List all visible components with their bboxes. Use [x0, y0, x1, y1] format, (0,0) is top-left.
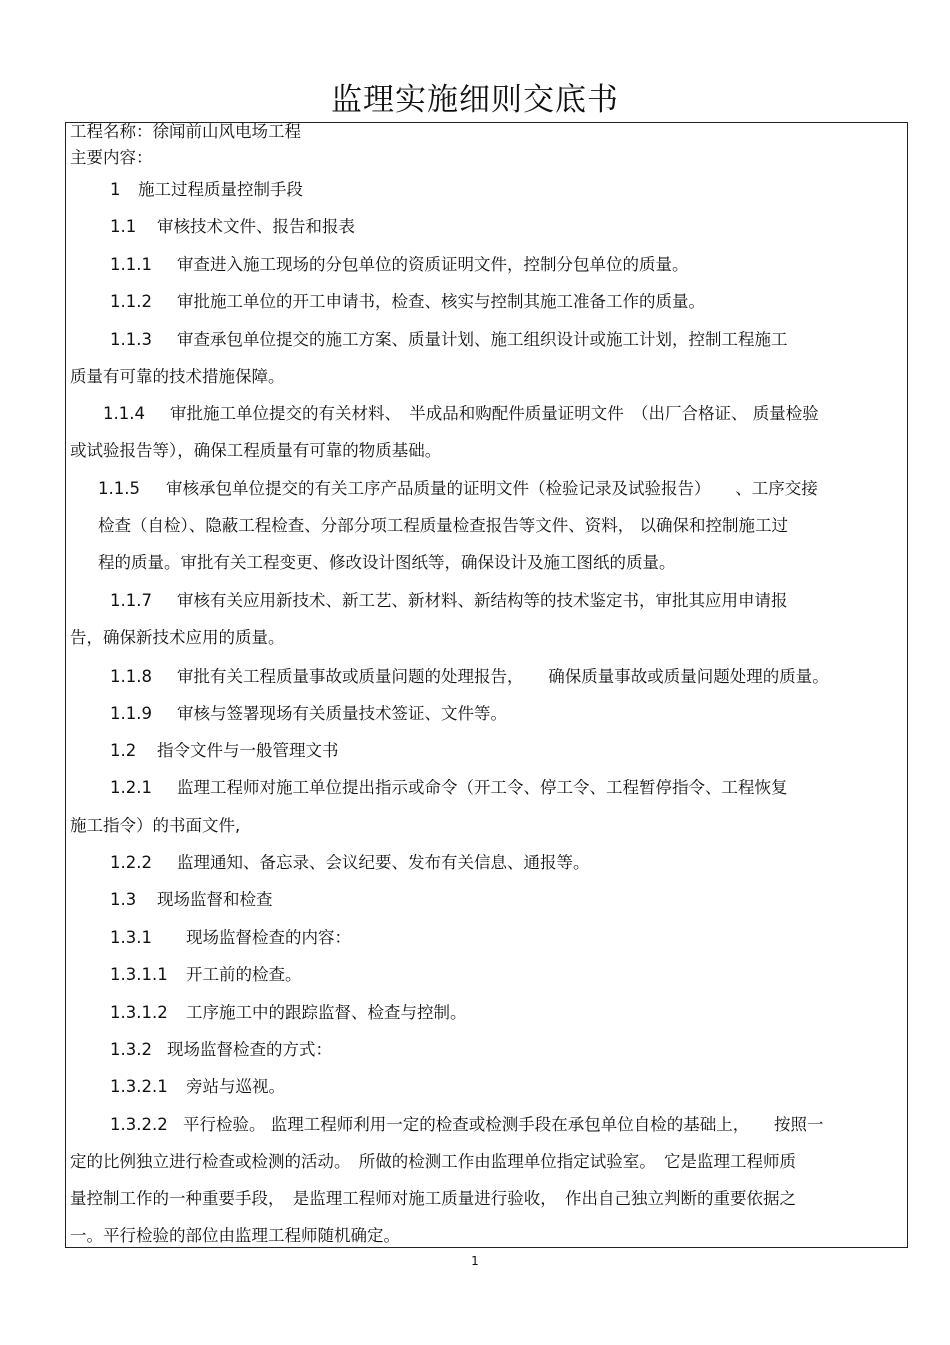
section-1-1-3-cont: 质量有可靠的技术措施保障。 — [70, 367, 285, 386]
section-1-2: 1.2 指令文件与一般管理文书 — [110, 741, 339, 760]
section-1-1-5-cont1: 检查（自检）、隐蔽工程检查、分部分项工程质量检查报告等文件、资料， 以确保和控制施工过 — [98, 516, 788, 535]
section-1-1: 1.1 审核技术文件、报告和报表 — [110, 217, 355, 236]
section-1-1-8: 1.1.8 审批有关工程质量事故或质量问题的处理报告， 确保质量事故或质量问题处理的质量。 — [110, 667, 829, 686]
section-1-3: 1.3 现场监督和检查 — [110, 890, 273, 909]
section-1-3-2-2-cont3: 一。平行检验的部位由监理工程师随机确定。 — [70, 1226, 400, 1245]
section-1-1-7-cont: 告，确保新技术应用的质量。 — [70, 628, 285, 647]
page-number: 1 — [471, 1254, 479, 1268]
content-label: 主要内容： — [70, 148, 153, 167]
section-1: 1 施工过程质量控制手段 — [110, 180, 303, 199]
section-1-1-4: 1.1.4 审批施工单位提交的有关材料、 半成品和购配件质量证明文件 （出厂合格证、 质量检验 — [103, 404, 819, 423]
project-name: 工程名称：徐闻前山风电场工程 — [70, 122, 301, 141]
section-1-1-4-cont: 或试验报告等），确保工程质量有可靠的物质基础。 — [70, 441, 442, 460]
section-1-3-2-2: 1.3.2.2 平行检验。 监理工程师利用一定的检查或检测手段在承包单位自检的基础上， 按照一 — [110, 1115, 824, 1134]
section-1-1-1: 1.1.1 审查进入施工现场的分包单位的资质证明文件，控制分包单位的质量。 — [110, 255, 689, 274]
section-1-3-2-2-cont1: 定的比例独立进行检查或检测的活动。 所做的检测工作由监理单位指定试验室。 它是监理工程师质 — [70, 1152, 796, 1171]
document-title: 监理实施细则交底书 — [331, 82, 619, 118]
section-1-1-9: 1.1.9 审核与签署现场有关质量技术签证、文件等。 — [110, 704, 507, 723]
section-1-3-2-1: 1.3.2.1 旁站与巡视。 — [110, 1077, 285, 1096]
section-1-3-1-2: 1.3.1.2 工序施工中的跟踪监督、检查与控制。 — [110, 1003, 467, 1022]
section-1-2-1-cont: 施工指令）的书面文件, — [70, 816, 241, 835]
section-1-2-1: 1.2.1 监理工程师对施工单位提出指示或命令（开工令、停工令、工程暂停指令、工程恢复 — [110, 778, 788, 797]
section-1-1-5: 1.1.5 审核承包单位提交的有关工序产品质量的证明文件（检验记录及试验报告） 、工序交接 — [98, 479, 818, 498]
section-1-1-5-cont2: 程的质量。审批有关工程变更、修改设计图纸等，确保设计及施工图纸的质量。 — [98, 553, 676, 572]
section-1-3-2-2-cont2: 量控制工作的一种重要手段， 是监理工程师对施工质量进行验收， 作出自己独立判断的重要依据之 — [70, 1189, 796, 1208]
section-1-3-1: 1.3.1 现场监督检查的内容： — [110, 928, 351, 947]
section-1-1-3: 1.1.3 审查承包单位提交的施工方案、质量计划、施工组织设计或施工计划，控制工程施工 — [110, 330, 788, 349]
section-1-3-1-1: 1.3.1.1 开工前的检查。 — [110, 965, 302, 984]
section-1-3-2: 1.3.2 现场监督检查的方式： — [110, 1040, 332, 1059]
section-1-2-2: 1.2.2 监理通知、备忘录、会议纪要、发布有关信息、通报等。 — [110, 853, 590, 872]
section-1-1-2: 1.1.2 审批施工单位的开工申请书，检查、核实与控制其施工准备工作的质量。 — [110, 292, 705, 311]
section-1-1-7: 1.1.7 审核有关应用新技术、新工艺、新材料、新结构等的技术鉴定书，审批其应用申请报 — [110, 591, 788, 610]
